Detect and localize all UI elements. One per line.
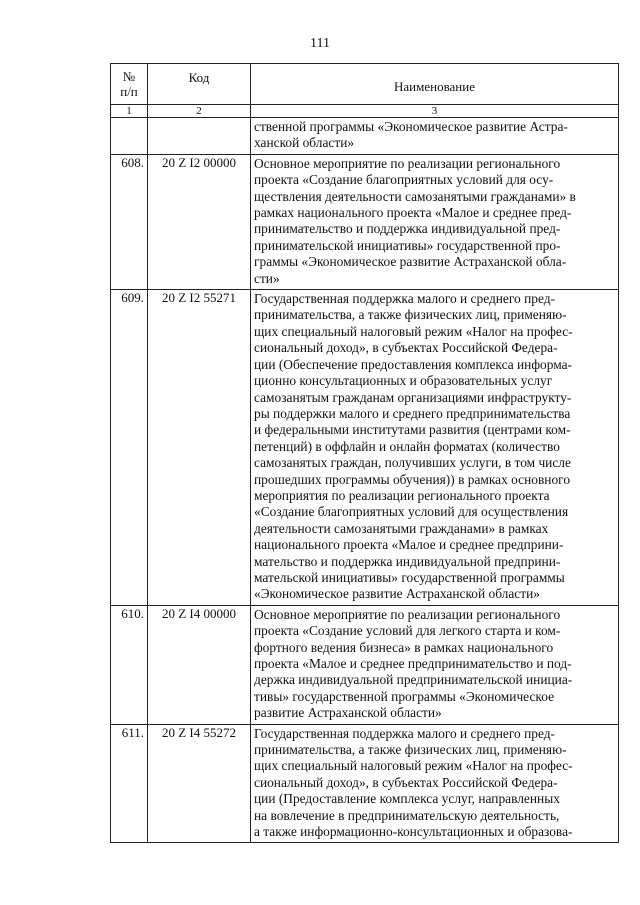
row-name-line: ции (Обеспечение предоставления комплекса информа- xyxy=(254,356,572,372)
table-row xyxy=(111,118,619,155)
row-name-line: проекта «Малое и среднее предпринимательство и под- xyxy=(254,656,572,671)
row-name-line: Основное мероприятие по реализации регионального xyxy=(254,155,561,171)
header-code: Код xyxy=(148,64,251,105)
row-name-line: и федеральными институтами развития (центрами ком- xyxy=(254,422,571,438)
row-code: 20 Z I2 00000 xyxy=(148,154,251,289)
row-name-line: держка индивидуальной предпринимательской инициа- xyxy=(254,672,573,688)
row-name xyxy=(251,724,619,843)
row-name-line: ции (Предоставление комплекса услуг, направленных xyxy=(254,791,560,807)
row-name-line: ционно консультационных и образовательных услуг xyxy=(254,373,553,389)
row-name xyxy=(251,118,619,155)
row-name xyxy=(251,605,619,724)
row-name-line: ры поддержки малого и среднего предпринимательства xyxy=(254,405,571,421)
row-name-line: Государственная поддержка малого и среднего пред- xyxy=(254,291,555,307)
row-name-line: ществления деятельности самозанятыми гражданами» в xyxy=(254,188,576,204)
row-name-line: петенций) в оффлайн и онлайн форматах (количество xyxy=(254,438,560,454)
table-row xyxy=(111,605,619,724)
row-name-line: национального проекта «Малое и среднее предприни- xyxy=(254,537,564,553)
row-name-line: сти» xyxy=(254,270,280,286)
row-name-line: «Экономическое развитие Астраханской области» xyxy=(254,586,540,602)
row-name-line: прошедших программы обучения)) в рамках основного xyxy=(254,471,571,487)
row-name-line: сиональный доход», в субъектах Российской Федера- xyxy=(254,340,558,356)
row-name-line: граммы «Экономическое развитие Астраханской обла- xyxy=(254,254,567,270)
row-name-line: проекта «Создание благоприятных условий для осу- xyxy=(254,172,554,188)
row-name-line: ственной программы «Экономическое развитие Астра- xyxy=(254,119,568,134)
column-index-2: 2 xyxy=(148,105,251,118)
row-name-line: проекта «Создание условий для легкого старта и ком- xyxy=(254,623,561,639)
budget-classification-table xyxy=(110,63,619,843)
row-code xyxy=(148,118,251,155)
row-name xyxy=(251,154,619,289)
row-name-line: мательство и поддержка индивидуальной предприни- xyxy=(254,553,561,569)
row-name-line: фортного ведения бизнеса» в рамках национального xyxy=(254,639,554,655)
table-row xyxy=(111,724,619,843)
row-number: 609. xyxy=(111,290,148,606)
row-number: 610. xyxy=(111,605,148,724)
row-number: 611. xyxy=(111,724,148,843)
column-index-row xyxy=(111,105,619,118)
row-name-line: деятельности самозанятыми гражданами» в рамках xyxy=(254,520,549,536)
row-number xyxy=(111,118,148,155)
row-name-line: принимательской инициативы» государственной про- xyxy=(254,237,561,253)
column-index-3: 3 xyxy=(251,105,619,118)
row-name-line: «Создание благоприятных условий для осуществления xyxy=(254,504,569,520)
page-number: 111 xyxy=(310,36,330,51)
header-name: Наименование xyxy=(251,64,619,105)
row-code: 20 Z I2 55271 xyxy=(148,290,251,606)
row-name-line: принимательства, а также физических лиц, применяю- xyxy=(254,742,567,758)
row-name-line: сиональный доход», в субъектах Российской Федера- xyxy=(254,774,558,790)
row-number: 608. xyxy=(111,154,148,289)
row-name-line: щих специальный налоговый режим «Налог на профес- xyxy=(254,323,573,339)
row-name-line: Основное мероприятие по реализации регионального xyxy=(254,606,561,622)
row-name-line: принимательства, а также физических лиц, применяю- xyxy=(254,307,567,323)
column-index-1: 1 xyxy=(111,105,148,118)
table-header-row xyxy=(111,64,619,105)
table-row xyxy=(111,290,619,606)
header-number-sign: № xyxy=(122,69,136,84)
row-name-line: принимательство и поддержка индивидуальной пред- xyxy=(254,221,561,237)
header-number-abbr: п/п xyxy=(120,84,138,99)
row-name-line: мероприятия по реализации регионального проекта xyxy=(254,487,550,503)
row-name-line: мательской инициативы» государственной программы xyxy=(254,569,565,585)
row-name-line: на вовлечение в предпринимательскую деятельность, xyxy=(254,807,560,823)
row-name-line: ханской области» xyxy=(254,135,355,151)
row-name-line: рамках национального проекта «Малое и среднее пред- xyxy=(254,205,572,221)
table-row xyxy=(111,154,619,289)
row-name-line: щих специальный налоговый режим «Налог на профес- xyxy=(254,758,573,774)
row-name-line: Государственная поддержка малого и среднего пред- xyxy=(254,725,555,741)
row-name-line: а также информационно-консультационных и образова- xyxy=(254,824,573,840)
row-code: 20 Z I4 55272 xyxy=(148,724,251,843)
row-name-line: развитие Астраханской области» xyxy=(254,705,442,721)
row-name xyxy=(251,290,619,606)
header-number xyxy=(111,64,148,105)
row-name-line: тивы» государственной программы «Экономическое xyxy=(254,688,555,704)
row-name-line: самозанятых граждан, получивших услуги, в том числе xyxy=(254,455,571,471)
row-name-line: самозанятым гражданам организациями инфраструкту- xyxy=(254,389,572,405)
row-code: 20 Z I4 00000 xyxy=(148,605,251,724)
